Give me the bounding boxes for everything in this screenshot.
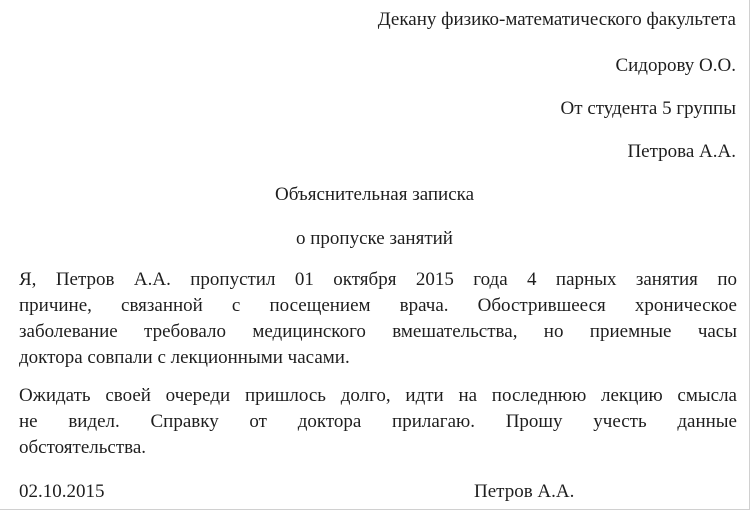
paragraph-line: Я, Петров А.А. пропустил 01 октября 2015 года 4 парных занятия по	[19, 269, 737, 290]
paragraph-line: причине, связанной с посещением врача. Обострившееся хроническое	[19, 295, 737, 316]
paragraph-line: доктора совпали с лекционными часами.	[19, 347, 350, 368]
document-subtitle: о пропуске занятий	[296, 228, 453, 249]
sender-group: От студента 5 группы	[560, 98, 736, 119]
addressee-name: Сидорову О.О.	[615, 55, 736, 76]
body-paragraph-1	[19, 267, 737, 371]
sender-name: Петрова А.А.	[627, 141, 736, 162]
paragraph-line: Ожидать своей очереди пришлось долго, идти на последнюю лекцию смысла	[19, 385, 737, 406]
signature-name: Петров А.А.	[474, 481, 575, 502]
document-date: 02.10.2015	[19, 481, 105, 502]
paragraph-line: не видел. Справку от доктора прилагаю. Прошу учесть данные	[19, 411, 737, 432]
paragraph-line: заболевание требовало медицинского вмешательства, но приемные часы	[19, 321, 737, 342]
body-paragraph-2	[19, 383, 737, 461]
paragraph-line: обстоятельства.	[19, 437, 147, 458]
addressee-position: Декану физико-математического факультета	[377, 9, 736, 30]
document-title: Объяснительная записка	[274, 184, 475, 205]
